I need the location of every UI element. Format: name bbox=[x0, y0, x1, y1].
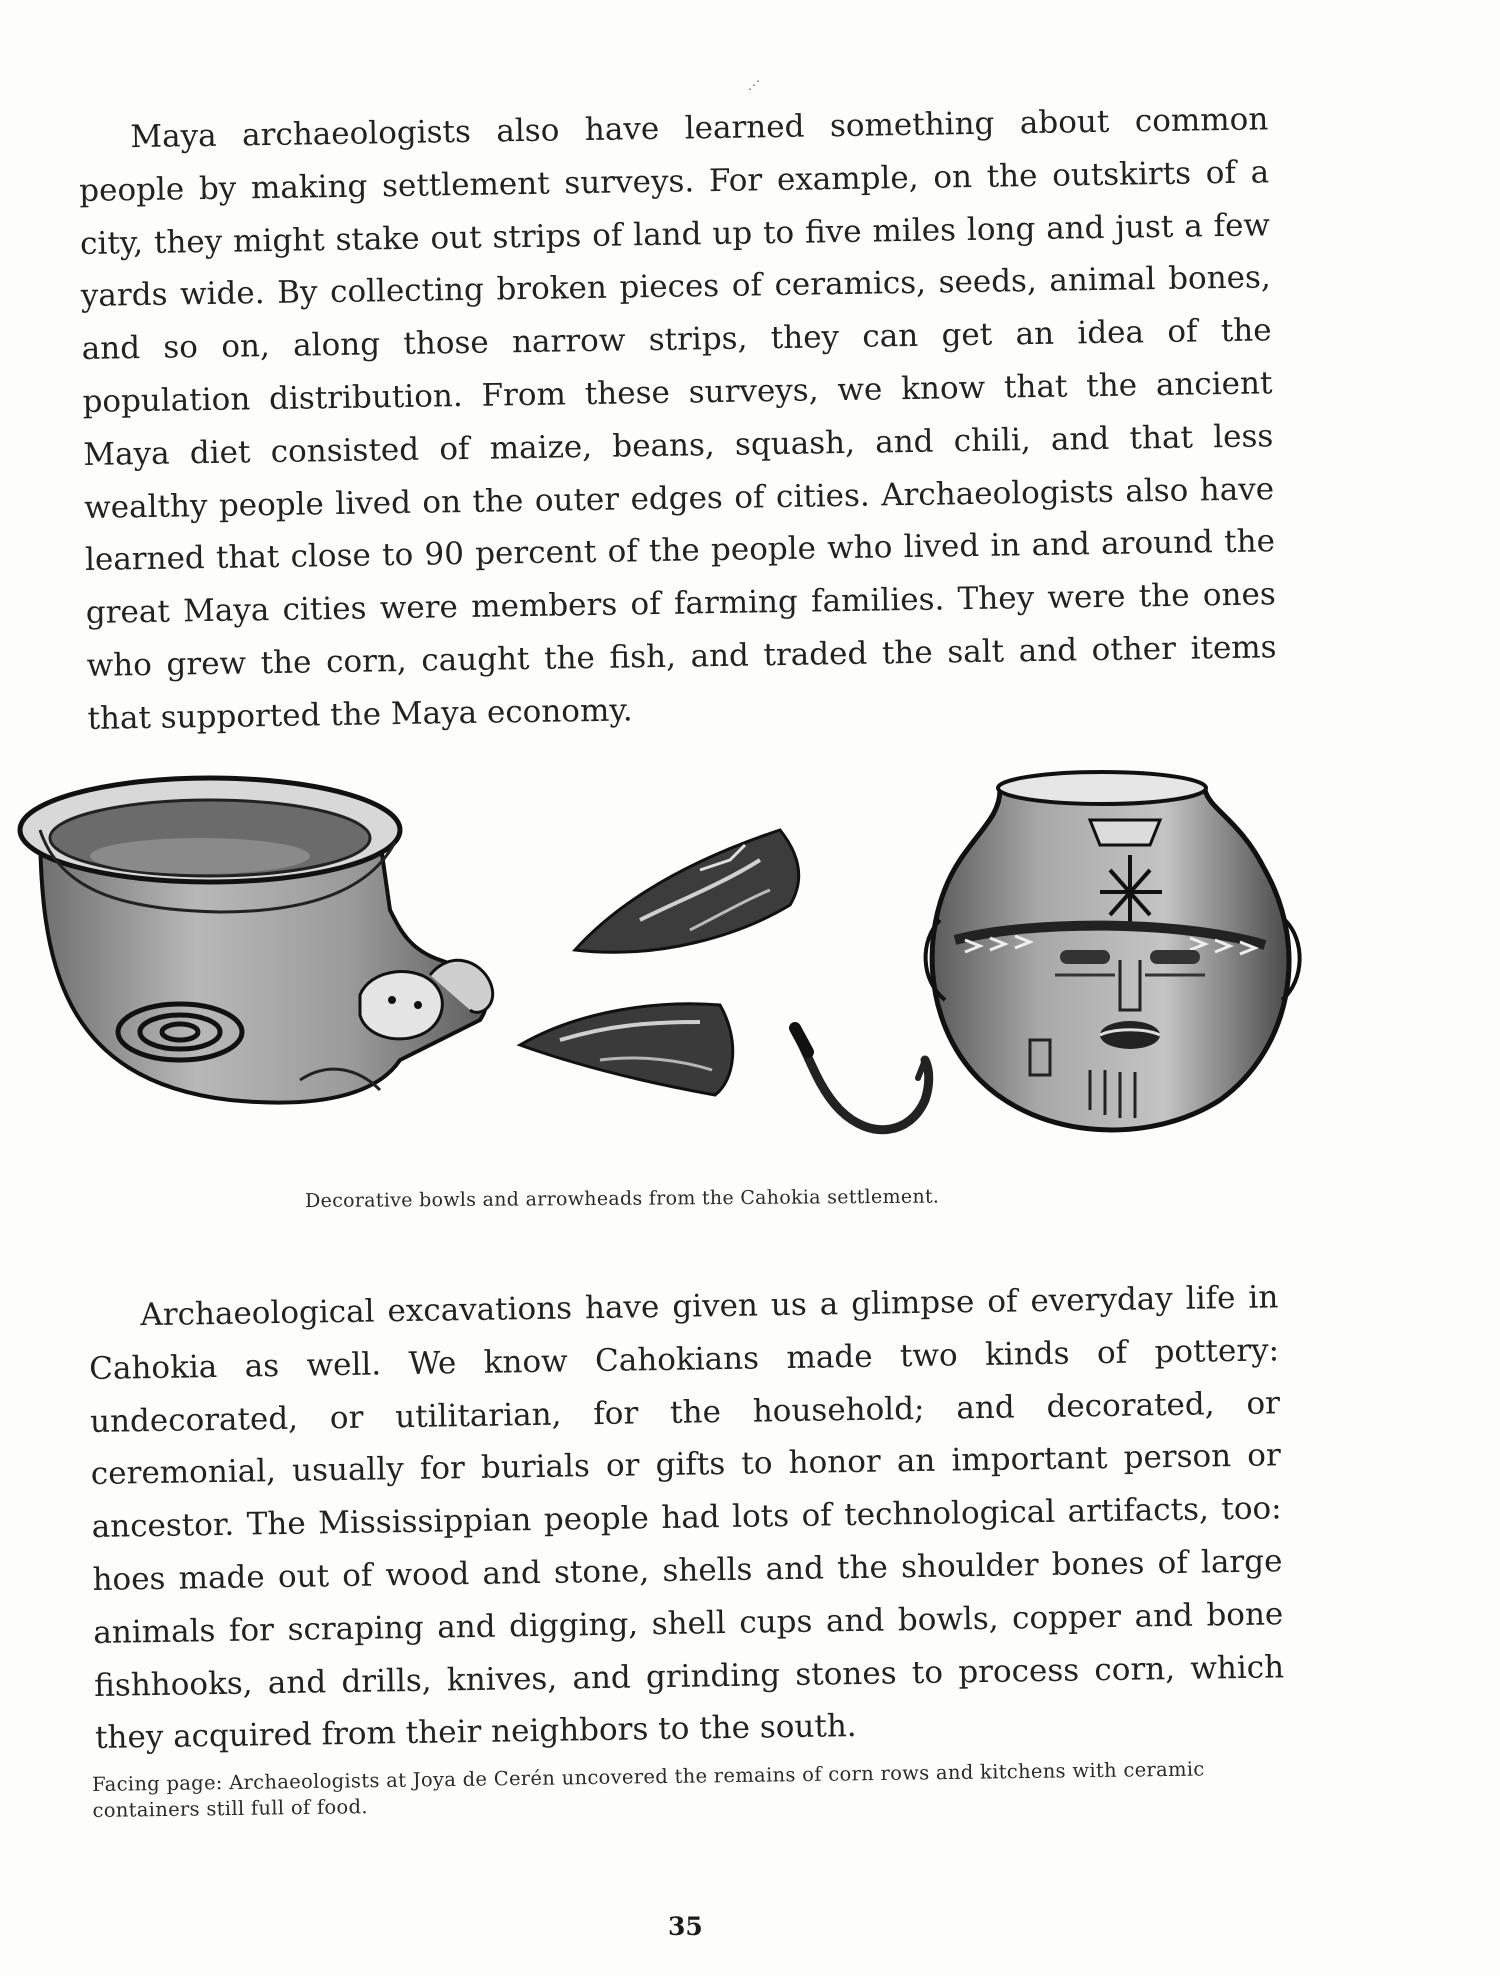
artifact-illustration bbox=[0, 760, 1500, 1160]
body-paragraph-maya: Maya archaeologists also have learned something about common people by making settlement surveys. For example, on the outskirts of a city, they might stake out strips of land up to five miles long and just a few yards wide. By collecting broken pieces of ceramics, seeds, animal bones, and so on, along those narrow strips, they can get an idea of the population distribution. From these surveys, we know that the ancient Maya diet consisted of maize, beans, squash, and chili, and that less wealthy people lived on the outer edges of cities. Archaeologists also have learned that close to 90 percent of the people who lived in and around the great Maya cities were members of farming families. They were the ones who grew the corn, caught the fish, and traded the salt and other items that supported the Maya economy. bbox=[78, 101, 1277, 737]
fishhook bbox=[795, 1028, 929, 1130]
ink-speck: ⋰ bbox=[748, 78, 760, 92]
arrowhead-upper bbox=[575, 830, 799, 952]
body-paragraph-cahokia: Archaeological excavations have given us a glimpse of everyday life in Cahokia as well. We know Cahokians made two kinds of pottery: undecorated, or utilitarian, for the household; and decorated, or ceremonial, usually for burials or gifts to honor an important person or ancestor. The Mississippian people had lots of technological artifacts, too: hoes made out of wood and stone, shells and the shoulder bones of large animals for scraping and digging, shell cups and bowls, copper and bone fishhooks, and drills, knives, and grinding stones to process corn, which they acquired from their neighbors to the south. bbox=[88, 1279, 1285, 1757]
arrowhead-lower bbox=[520, 1004, 733, 1095]
decorated-bowl-with-animal-handle bbox=[20, 778, 493, 1103]
face-effigy-pot bbox=[926, 772, 1300, 1130]
facing-page-note: Facing page: Archaeologists at Joya de Cerén uncovered the remains of corn rows and kitchens with ceramic containers still full of food. bbox=[92, 1757, 1205, 1822]
page-number: 35 bbox=[668, 1912, 703, 1941]
figure-caption: Decorative bowls and arrowheads from the Cahokia settlement. bbox=[305, 1185, 940, 1212]
